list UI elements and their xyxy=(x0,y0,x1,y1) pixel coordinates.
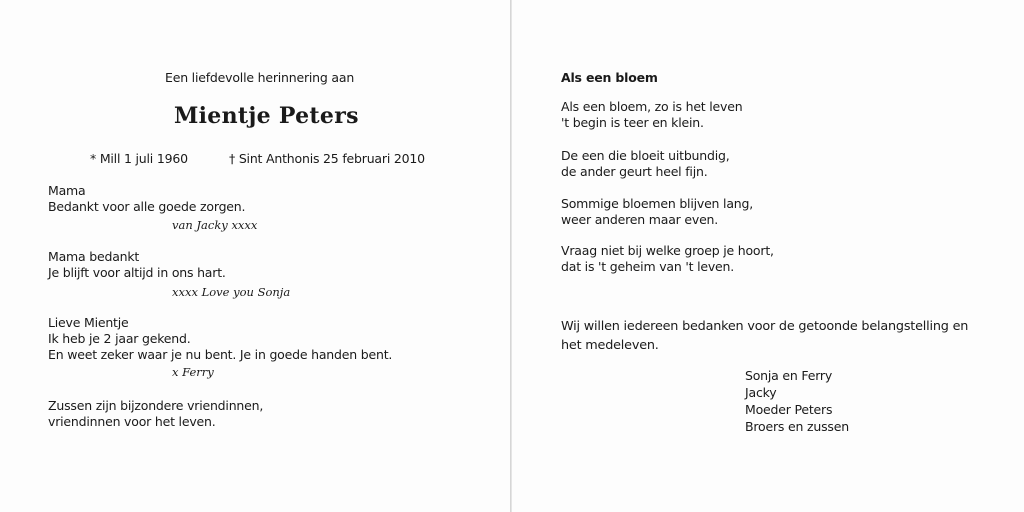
closing-line: Zussen zijn bijzondere vriendinnen, xyxy=(48,398,264,413)
poem-line: Vraag niet bij welke groep je hoort, xyxy=(561,243,774,258)
poem-line: De een die bloeit uitbundig, xyxy=(561,148,730,163)
poem-line: dat is 't geheim van 't leven. xyxy=(561,259,735,274)
message-2-signature: xxxx Love you Sonja xyxy=(172,285,291,299)
right-page xyxy=(512,0,1024,512)
poem-stanza-4 xyxy=(561,243,774,275)
thanks-text xyxy=(561,317,968,355)
birth-info: * Mill 1 juli 1960 xyxy=(90,151,188,166)
closing-text xyxy=(48,398,263,430)
message-1-signature: van Jacky xxxx xyxy=(172,218,258,232)
message-3-signature: x Ferry xyxy=(172,365,214,379)
message-line: Ik heb je 2 jaar gekend. xyxy=(48,331,191,346)
left-page xyxy=(0,0,511,512)
intro-text: Een liefdevolle herinnering aan xyxy=(165,70,355,85)
poem-line: de ander geurt heel fijn. xyxy=(561,164,708,179)
signature-line: Jacky xyxy=(745,385,777,400)
poem-stanza-3 xyxy=(561,196,753,228)
thanks-line: het medeleven. xyxy=(561,338,659,353)
deceased-name: Mientje Peters xyxy=(174,103,359,129)
signature-line: Broers en zussen xyxy=(745,419,849,434)
message-line: Bedankt voor alle goede zorgen. xyxy=(48,199,246,214)
message-line: Mama bedankt xyxy=(48,249,140,264)
signature-line: Moeder Peters xyxy=(745,402,833,417)
message-1 xyxy=(48,183,245,215)
poem-line: Als een bloem, zo is het leven xyxy=(561,99,743,114)
message-line: En weet zeker waar je nu bent. Je in goede handen bent. xyxy=(48,347,393,362)
message-line: Je blijft voor altijd in ons hart. xyxy=(48,265,226,280)
message-line: Mama xyxy=(48,183,86,198)
message-2 xyxy=(48,249,226,281)
poem-stanza-2 xyxy=(561,148,730,180)
message-line: Lieve Mientje xyxy=(48,315,129,330)
poem-title: Als een bloem xyxy=(561,70,658,85)
message-3 xyxy=(48,315,392,363)
poem-line: Sommige bloemen blijven lang, xyxy=(561,196,754,211)
family-signatures xyxy=(745,367,849,435)
death-info: † Sint Anthonis 25 februari 2010 xyxy=(229,151,425,166)
poem-line: weer anderen maar even. xyxy=(561,212,719,227)
thanks-line: Wij willen iedereen bedanken voor de getoonde belangstelling en xyxy=(561,319,969,334)
closing-line: vriendinnen voor het leven. xyxy=(48,414,216,429)
poem-stanza-1 xyxy=(561,99,742,131)
poem-line: 't begin is teer en klein. xyxy=(561,115,704,130)
signature-line: Sonja en Ferry xyxy=(745,368,833,383)
